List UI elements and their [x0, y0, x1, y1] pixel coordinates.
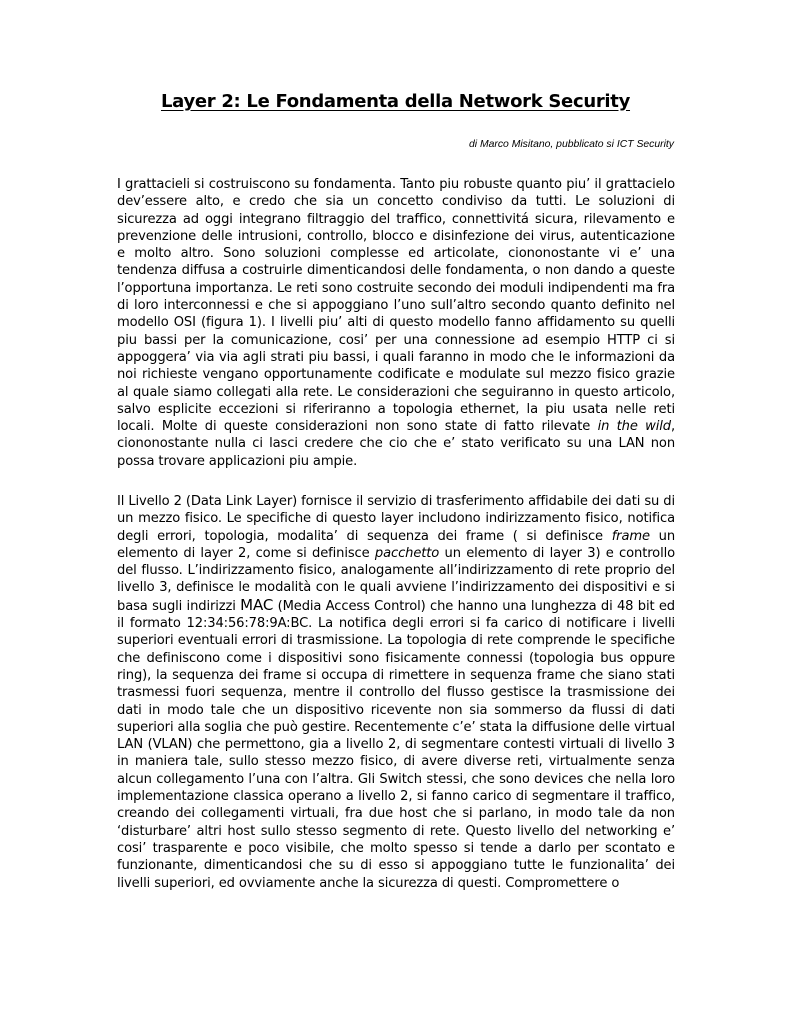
text-run: un elemento di layer 3) e controllo del flusso. L’indirizzamento fisico, analogamente all’indirizzamento di rete proprio del livello 3, definisce le modalità con le quali avviene l’indirizzamento dei dispositivi e si basa sugli indirizzi: [117, 545, 675, 614]
emphasized-text: frame: [611, 528, 650, 544]
body-paragraph: [117, 176, 675, 470]
author-byline: di Marco Misitano, pubblicato si ICT Security: [468, 139, 674, 150]
text-run: un elemento di layer 2, come si definisce: [117, 528, 675, 561]
text-run: , ciononostante nulla ci lasci credere che cio che e’ stato verificato su una LAN non possa trovare applicazioni piu ampie.: [117, 419, 676, 469]
page-title: Layer 2: Le Fondamenta della Network Security: [160, 91, 631, 112]
text-run: Il Livello 2 (Data Link Layer) fornisce il servizio di trasferimento affidabile dei dati su di un mezzo fisico. Le specifiche di questo layer includono indirizzamento fisico, notifica degli errori, topologia, modalita’ di sequenza dei frame ( si definisce: [117, 494, 675, 544]
highlighted-term: MAC: [240, 595, 274, 614]
text-run: (Media Access Control) che hanno una lunghezza di 48 bit ed il formato 12:34:56:78:9A:BC. La notifica degli errori si fa carico di notificare i livelli superiori eventuali errori di trasmissione. La topologia di rete comprende le specifiche che definiscono come i dispositivi sono fisicamente connessi (topologia bus oppure ring), la sequenza dei frame si occupa di rimettere in sequenza frame che siano stati trasmessi fuori sequenza, mentre il controllo del flusso gestisce la trasmissione dei dati in modo tale che un dispositivo ricevente non sia sommerso da flussi di dati superiori alla soglia che può gestire. Recentemente c’e’ stata la diffusione delle virtual LAN (VLAN) che permettono, gia a livello 2, di segmentare contesti virtuali di livello 3 in maniera tale, sullo stesso mezzo fisico, di avere diverse reti, virtualmente senza alcun collegamento l’una con l’altra. Gli Switch stessi, che sono devices che nella loro implementazione classica operano a livello 2, si fanno carico di segmentare il traffico, creando dei collegamenti virtuali, fra due host che si parlano, in modo tale da non ‘disturbare’ altri host sullo stesso segmento di rete. Questo livello del networking e’ cosi’ trasparente e poco visibile, che molto spesso si tende a darlo per scontato e funzionante, dimenticandosi che su di esso si appoggiano tutte le funzionalita’ dei livelli superiori, ed ovviamente anche la sicurezza di questi. Compromettere o: [117, 598, 675, 891]
emphasized-text: pacchetto: [374, 545, 440, 561]
body-paragraph: [117, 493, 675, 892]
emphasized-text: in the wild: [597, 419, 671, 435]
text-run: I grattacieli si costruiscono su fondamenta. Tanto piu robuste quanto piu’ il grattacielo dev’essere alto, e credo che sia un concetto condiviso da tutti. Le soluzioni di sicurezza ad oggi integrano filtraggio del traffico, connettivitá sicura, rilevamento e prevenzione delle intrusioni, controllo, blocco e disinfezione dei virus, autenticazione e molto altro. Sono soluzioni complesse ed articolate, ciononostante vi e’ una tendenza diffusa a costruirle dimenticandosi delle fondamenta, o non dando a queste l’opportuna importanza. Le reti sono costruite secondo dei moduli indipendenti ma fra di loro interconnessi e che si appoggiano l’uno sull’altro secondo quanto definito nel modello OSI (figura 1). I livelli piu’ alti di questo modello fanno affidamento su quelli piu bassi per la comunicazione, cosi’ per una connessione ad esempio HTTP ci si appoggera’ via via agli strati piu bassi, i quali faranno in modo che le informazioni da noi richieste vengano opportunamente codificate e modulate sul mezzo fisico grazie al quale siamo collegati alla rete. Le considerazioni che seguiranno in questo articolo, salvo esplicite eccezioni si riferiranno a topologia ethernet, la piu usata nelle reti locali. Molte di queste considerazioni non sono state di fatto rilevate: [117, 177, 675, 435]
